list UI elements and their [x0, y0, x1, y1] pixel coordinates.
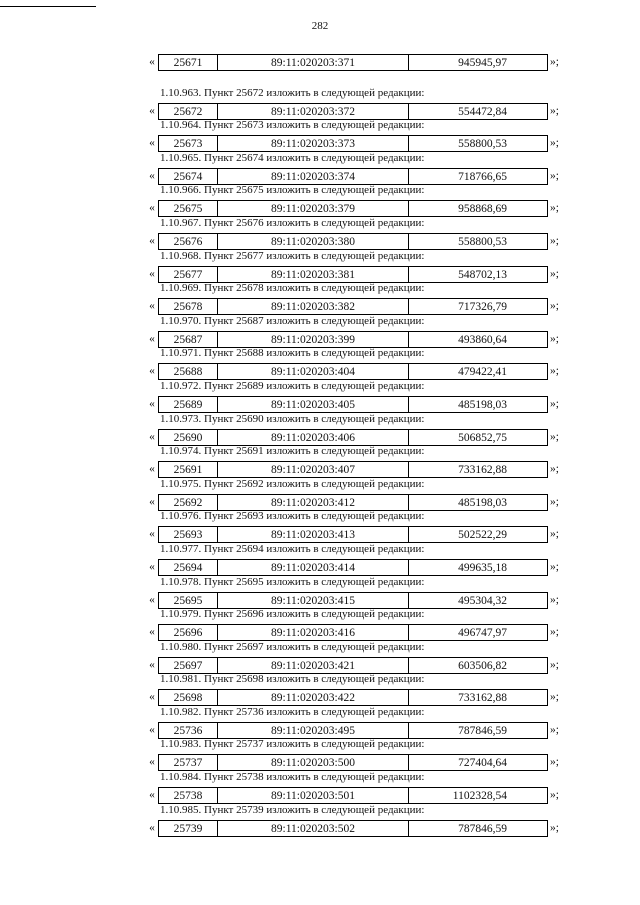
- table-row-cells: [158, 657, 548, 674]
- table-row-cells: [158, 54, 548, 71]
- amendment-caption: 1.10.964. Пункт 25673 изложить в следующей редакции:: [160, 119, 425, 132]
- item-number-cell: 25690: [159, 430, 218, 445]
- cadastral-number-cell: 89:11:020203:500: [218, 755, 409, 770]
- quote-open: «: [149, 756, 155, 769]
- cadastral-number-cell: 89:11:020203:373: [218, 136, 409, 151]
- item-number-cell: 25689: [159, 397, 218, 412]
- value-cell: 958868,69: [458, 203, 507, 216]
- quote-close: »;: [550, 56, 559, 68]
- table-row-cells: [158, 754, 548, 771]
- value-cell: 495304,32: [458, 594, 507, 607]
- quote-close: »;: [550, 593, 559, 606]
- quote-open: «: [149, 234, 155, 247]
- amendment-caption: 1.10.976. Пункт 25693 изложить в следующей редакции:: [160, 510, 425, 523]
- quote-open: «: [149, 626, 155, 639]
- quote-open: «: [149, 137, 155, 150]
- cadastral-number-cell: 89:11:020203:404: [218, 364, 409, 379]
- quote-open: «: [149, 593, 155, 606]
- value-cell: 727404,64: [458, 757, 507, 770]
- table-row-cells: [158, 331, 548, 348]
- quote-close: »;: [550, 626, 559, 639]
- amendment-caption: 1.10.966. Пункт 25675 изложить в следующей редакции:: [160, 184, 425, 197]
- table-row-cells: [158, 429, 548, 446]
- item-number-cell: 25695: [159, 593, 218, 608]
- table-row-cells: [158, 559, 548, 576]
- quote-close: »;: [550, 104, 559, 117]
- item-number-cell: 25693: [159, 527, 218, 542]
- amendment-caption: 1.10.963. Пункт 25672 изложить в следующей редакции:: [160, 86, 425, 99]
- item-number-cell: 25696: [159, 625, 218, 640]
- quote-close: »;: [550, 365, 559, 378]
- table-row-cells: [158, 787, 548, 804]
- value-cell: 548702,13: [458, 268, 507, 281]
- value-cell: 506852,75: [458, 431, 507, 444]
- value-cell: 717326,79: [458, 301, 507, 314]
- value-cell: 554472,84: [458, 105, 507, 118]
- value-cell: 733162,88: [458, 464, 507, 477]
- quote-close: »;: [550, 658, 559, 671]
- item-number-cell: 25671: [159, 55, 218, 70]
- amendment-entry: [0, 87, 640, 120]
- item-number-cell: 25674: [159, 169, 218, 184]
- item-number-cell: 25692: [159, 495, 218, 510]
- amendment-caption: 1.10.965. Пункт 25674 изложить в следующей редакции:: [160, 151, 425, 164]
- quote-close: »;: [550, 463, 559, 476]
- quote-open: «: [149, 332, 155, 345]
- quote-close: »;: [550, 495, 559, 508]
- value-cell: 493860,64: [458, 333, 507, 346]
- amendment-entry: [0, 413, 640, 446]
- amendment-entry: [0, 543, 640, 576]
- quote-close: »;: [550, 137, 559, 150]
- amendment-caption: 1.10.974. Пункт 25691 изложить в следующей редакции:: [160, 445, 425, 458]
- cadastral-number-cell: 89:11:020203:381: [218, 267, 409, 282]
- quote-open: «: [149, 169, 155, 182]
- table-row-cells: [158, 103, 548, 120]
- quote-open: «: [149, 723, 155, 736]
- amendment-caption: 1.10.973. Пункт 25690 изложить в следующей редакции:: [160, 412, 425, 425]
- table-row-cells: [158, 624, 548, 641]
- cadastral-number-cell: 89:11:020203:416: [218, 625, 409, 640]
- quote-open: «: [149, 789, 155, 802]
- cadastral-number-cell: 89:11:020203:502: [218, 821, 409, 836]
- quote-close: »;: [550, 691, 559, 704]
- amendment-caption: 1.10.979. Пункт 25696 изложить в следующей редакции:: [160, 608, 425, 621]
- amendment-entry: [0, 282, 640, 315]
- cadastral-number-cell: 89:11:020203:374: [218, 169, 409, 184]
- quote-open: «: [149, 691, 155, 704]
- item-number-cell: 25697: [159, 658, 218, 673]
- table-row-cells: [158, 200, 548, 217]
- table-row-cells: [158, 494, 548, 511]
- cadastral-number-cell: 89:11:020203:421: [218, 658, 409, 673]
- value-cell: 718766,65: [458, 170, 507, 183]
- value-cell: 485198,03: [458, 496, 507, 509]
- amendment-entry: [0, 250, 640, 283]
- amendment-caption: 1.10.977. Пункт 25694 изложить в следующей редакции:: [160, 542, 425, 555]
- amendment-caption: 1.10.983. Пункт 25737 изложить в следующей редакции:: [160, 738, 425, 751]
- amendment-entry: [0, 217, 640, 250]
- value-cell: 558800,53: [458, 235, 507, 248]
- table-row-cells: [158, 461, 548, 478]
- amendment-entry: [0, 380, 640, 413]
- quote-open: «: [149, 267, 155, 280]
- table-row-cells: [158, 298, 548, 315]
- amendment-entry: [0, 184, 640, 217]
- amendment-caption: 1.10.969. Пункт 25678 изложить в следующей редакции:: [160, 282, 425, 295]
- quote-close: »;: [550, 332, 559, 345]
- quote-close: »;: [550, 756, 559, 769]
- quote-open: «: [149, 821, 155, 834]
- cadastral-number-cell: 89:11:020203:405: [218, 397, 409, 412]
- quote-close: »;: [550, 234, 559, 247]
- value-cell: 733162,88: [458, 692, 507, 705]
- item-number-cell: 25687: [159, 332, 218, 347]
- quote-close: »;: [550, 430, 559, 443]
- amendment-entry: [0, 706, 640, 739]
- value-cell: 479422,41: [458, 366, 507, 379]
- table-row-cells: [158, 233, 548, 250]
- cadastral-number-cell: 89:11:020203:380: [218, 234, 409, 249]
- quote-close: »;: [550, 300, 559, 313]
- header-rule: [0, 6, 96, 7]
- quote-close: »;: [550, 267, 559, 280]
- amendment-entry: [0, 673, 640, 706]
- quote-close: »;: [550, 202, 559, 215]
- amendment-caption: 1.10.984. Пункт 25738 изложить в следующей редакции:: [160, 771, 425, 784]
- value-cell: 558800,53: [458, 138, 507, 151]
- item-number-cell: 25738: [159, 788, 218, 803]
- value-cell: 787846,59: [458, 822, 507, 835]
- table-row-cells: [158, 363, 548, 380]
- cadastral-number-cell: 89:11:020203:406: [218, 430, 409, 445]
- item-number-cell: 25672: [159, 104, 218, 119]
- amendment-caption: 1.10.980. Пункт 25697 изложить в следующей редакции:: [160, 640, 425, 653]
- amendment-entry: [0, 54, 640, 87]
- value-cell: 945945,97: [458, 57, 507, 69]
- quote-open: «: [149, 104, 155, 117]
- table-row-cells: [158, 820, 548, 837]
- table-row-cells: [158, 168, 548, 185]
- value-cell: 499635,18: [458, 561, 507, 574]
- amendment-entry: [0, 152, 640, 185]
- quote-open: «: [149, 365, 155, 378]
- table-row-cells: [158, 135, 548, 152]
- item-number-cell: 25688: [159, 364, 218, 379]
- quote-close: »;: [550, 169, 559, 182]
- cadastral-number-cell: 89:11:020203:371: [218, 55, 409, 70]
- amendment-entry: [0, 804, 640, 837]
- table-row-cells: [158, 526, 548, 543]
- table-row-cells: [158, 396, 548, 413]
- cadastral-number-cell: 89:11:020203:372: [218, 104, 409, 119]
- document-body: [0, 54, 640, 836]
- amendment-caption: 1.10.967. Пункт 25676 изложить в следующей редакции:: [160, 216, 425, 229]
- quote-close: »;: [550, 789, 559, 802]
- quote-open: «: [149, 658, 155, 671]
- cadastral-number-cell: 89:11:020203:407: [218, 462, 409, 477]
- cadastral-number-cell: 89:11:020203:415: [218, 593, 409, 608]
- quote-open: «: [149, 397, 155, 410]
- quote-close: »;: [550, 723, 559, 736]
- item-number-cell: 25691: [159, 462, 218, 477]
- value-cell: 502522,29: [458, 529, 507, 542]
- quote-open: «: [149, 528, 155, 541]
- item-number-cell: 25694: [159, 560, 218, 575]
- item-number-cell: 25698: [159, 690, 218, 705]
- amendment-caption: 1.10.982. Пункт 25736 изложить в следующей редакции:: [160, 705, 425, 718]
- amendment-caption: 1.10.985. Пункт 25739 изложить в следующей редакции:: [160, 803, 425, 816]
- amendment-caption: 1.10.978. Пункт 25695 изложить в следующей редакции:: [160, 575, 425, 588]
- cadastral-number-cell: 89:11:020203:399: [218, 332, 409, 347]
- table-row-cells: [158, 722, 548, 739]
- quote-close: »;: [550, 560, 559, 573]
- item-number-cell: 25736: [159, 723, 218, 738]
- item-number-cell: 25675: [159, 201, 218, 216]
- cadastral-number-cell: 89:11:020203:413: [218, 527, 409, 542]
- cadastral-number-cell: 89:11:020203:495: [218, 723, 409, 738]
- amendment-entry: [0, 771, 640, 804]
- value-cell: 603506,82: [458, 659, 507, 672]
- amendment-entry: [0, 510, 640, 543]
- quote-open: «: [149, 463, 155, 476]
- amendment-entry: [0, 641, 640, 674]
- quote-open: «: [149, 560, 155, 573]
- amendment-entry: [0, 608, 640, 641]
- amendment-caption: 1.10.968. Пункт 25677 изложить в следующей редакции:: [160, 249, 425, 262]
- quote-close: »;: [550, 821, 559, 834]
- cadastral-number-cell: 89:11:020203:412: [218, 495, 409, 510]
- quote-open: «: [149, 430, 155, 443]
- amendment-caption: 1.10.970. Пункт 25687 изложить в следующей редакции:: [160, 314, 425, 327]
- quote-close: »;: [550, 528, 559, 541]
- amendment-entry: [0, 478, 640, 511]
- quote-open: «: [149, 202, 155, 215]
- cadastral-number-cell: 89:11:020203:382: [218, 299, 409, 314]
- amendment-entry: [0, 119, 640, 152]
- item-number-cell: 25676: [159, 234, 218, 249]
- item-number-cell: 25673: [159, 136, 218, 151]
- amendment-entry: [0, 315, 640, 348]
- page-number: 282: [311, 20, 329, 32]
- item-number-cell: 25677: [159, 267, 218, 282]
- table-row-cells: [158, 689, 548, 706]
- value-cell: 787846,59: [458, 724, 507, 737]
- value-cell: 1102328,54: [452, 790, 507, 803]
- table-row-cells: [158, 592, 548, 609]
- amendment-caption: 1.10.972. Пункт 25689 изложить в следующей редакции:: [160, 379, 425, 392]
- value-cell: 496747,97: [458, 627, 507, 640]
- item-number-cell: 25737: [159, 755, 218, 770]
- amendment-caption: 1.10.975. Пункт 25692 изложить в следующей редакции:: [160, 477, 425, 490]
- amendment-entry: [0, 445, 640, 478]
- cadastral-number-cell: 89:11:020203:501: [218, 788, 409, 803]
- cadastral-number-cell: 89:11:020203:379: [218, 201, 409, 216]
- quote-close: »;: [550, 397, 559, 410]
- table-row-cells: [158, 266, 548, 283]
- cadastral-number-cell: 89:11:020203:414: [218, 560, 409, 575]
- quote-open: «: [149, 56, 155, 68]
- amendment-caption: 1.10.971. Пункт 25688 изложить в следующей редакции:: [160, 347, 425, 360]
- item-number-cell: 25678: [159, 299, 218, 314]
- quote-open: «: [149, 300, 155, 313]
- value-cell: 485198,03: [458, 398, 507, 411]
- item-number-cell: 25739: [159, 821, 218, 836]
- amendment-entry: [0, 576, 640, 609]
- amendment-caption: 1.10.981. Пункт 25698 изложить в следующей редакции:: [160, 673, 425, 686]
- amendment-entry: [0, 347, 640, 380]
- quote-open: «: [149, 495, 155, 508]
- amendment-entry: [0, 738, 640, 771]
- cadastral-number-cell: 89:11:020203:422: [218, 690, 409, 705]
